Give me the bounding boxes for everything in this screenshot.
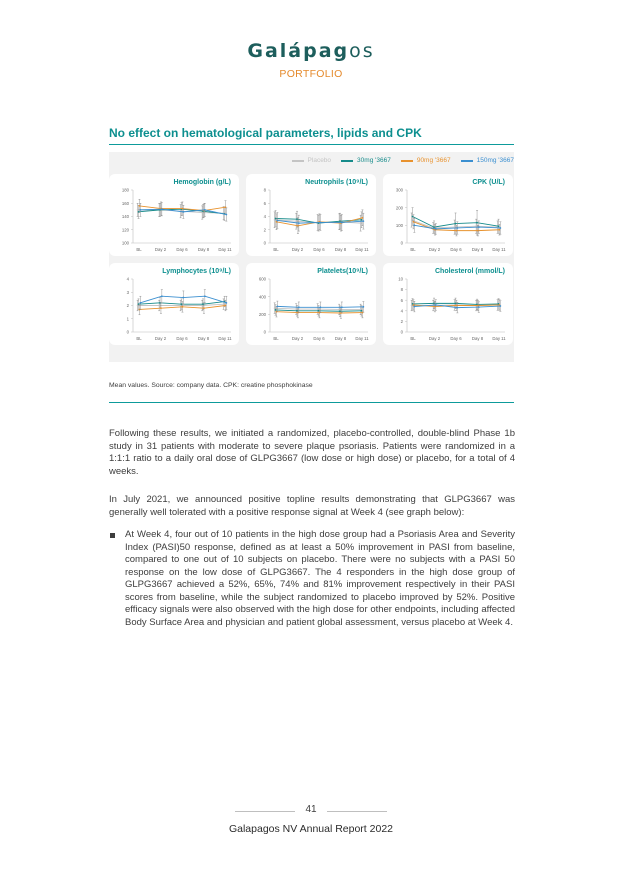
x-tick-label: Day 2	[154, 247, 167, 252]
x-tick-label: Day 8	[471, 247, 484, 252]
figure-title: No effect on hematological parameters, lipids and CPK	[109, 126, 422, 140]
data-point	[498, 225, 500, 227]
data-point	[413, 306, 415, 308]
platelets-chart	[246, 263, 376, 345]
x-tick-label: Day 2	[154, 336, 167, 341]
title-divider	[109, 144, 514, 145]
chart-title: Platelets(10⁹/L)	[317, 268, 368, 275]
legend-label: 90mg '3667	[416, 157, 451, 164]
page-number: 41	[305, 804, 317, 815]
data-point	[341, 222, 343, 224]
y-tick-label: 180	[121, 187, 129, 193]
caption-divider	[109, 402, 514, 403]
bullet-list	[109, 529, 515, 629]
data-point	[361, 219, 363, 221]
x-tick-label: Day 6	[176, 336, 188, 341]
data-point	[413, 304, 415, 306]
data-point	[477, 230, 479, 232]
y-tick-label: 120	[121, 227, 129, 233]
y-tick-label: 6	[263, 200, 266, 206]
chart-legend	[292, 157, 514, 164]
y-tick-label: 100	[121, 240, 129, 246]
legend-label: 30mg '3667	[357, 157, 391, 164]
legend-swatch	[461, 160, 473, 162]
data-point	[412, 216, 414, 218]
x-tick-label: BL	[273, 247, 279, 252]
x-tick-label: Day 11	[218, 336, 232, 341]
data-point	[181, 303, 183, 305]
chart-title: Cholesterol (mmol/L)	[434, 268, 505, 275]
data-point	[158, 305, 160, 307]
x-tick-label: BL	[136, 336, 142, 341]
data-point	[297, 225, 299, 227]
legend-swatch	[341, 160, 353, 162]
data-point	[456, 307, 458, 309]
data-point	[455, 223, 457, 225]
y-tick-label: 4	[400, 308, 403, 314]
charts-figure	[109, 152, 514, 362]
body-paragraph: In July 2021, we announced positive topline results demonstrating that GLPG3667 was generally well tolerated with a positive response signal at Week 4 (see graph below):	[109, 494, 515, 518]
data-point	[478, 306, 480, 308]
legend-swatch	[401, 160, 413, 162]
data-point	[317, 308, 319, 310]
y-tick-label: 400	[258, 294, 266, 300]
body-paragraph: Following these results, we initiated a randomized, placebo-controlled, double-blind Phase 1b study in 31 patients with moderate to severe plaque psoriasis. Patients were randomized in a 1:1:1 ratio to a daily oral dose of GLPG3667 (low dose or high dose) or placebo, for a total of 4 weeks.	[109, 428, 515, 477]
data-point	[478, 226, 480, 228]
chart-panel-lymphocytes	[109, 263, 239, 345]
figure-caption: Mean values. Source: company data. CPK: creatine phosphokinase	[109, 382, 313, 389]
x-tick-label: Day 11	[355, 336, 369, 341]
y-tick-label: 0	[263, 329, 266, 335]
x-tick-label: BL	[410, 247, 416, 252]
y-tick-label: 300	[395, 187, 403, 193]
y-tick-label: 2	[263, 227, 266, 233]
x-tick-label: Day 11	[218, 247, 232, 252]
data-point	[204, 295, 206, 297]
chart-title: Neutrophils (10⁹/L)	[305, 179, 368, 186]
y-tick-label: 8	[263, 187, 266, 193]
y-tick-label: 2	[400, 319, 403, 324]
data-point	[499, 305, 501, 307]
data-point	[182, 297, 184, 299]
x-tick-label: Day 8	[197, 336, 210, 341]
chart-panel-hemoglobin	[109, 174, 239, 256]
legend-swatch	[292, 160, 304, 162]
legend-label: 150mg '3667	[476, 157, 514, 164]
data-point	[413, 221, 415, 223]
data-point	[476, 222, 478, 224]
y-tick-label: 0	[263, 240, 266, 246]
data-point	[456, 305, 458, 307]
x-tick-label: Day 11	[492, 247, 506, 252]
y-tick-label: 600	[258, 276, 266, 282]
x-tick-label: Day 2	[428, 336, 441, 341]
data-point	[274, 307, 276, 309]
data-point	[295, 220, 297, 222]
cpk-chart	[383, 174, 513, 256]
data-point	[160, 307, 162, 309]
x-tick-label: Day 2	[291, 336, 304, 341]
list-item	[109, 529, 515, 629]
data-point	[456, 227, 458, 229]
cholesterol-chart	[383, 263, 513, 345]
data-point	[161, 295, 163, 297]
page-number-rule-right	[327, 811, 387, 812]
data-point	[202, 303, 204, 305]
section-label: PORTFOLIO	[279, 68, 343, 80]
data-point	[276, 220, 278, 222]
data-point	[139, 205, 141, 207]
data-point	[203, 307, 205, 309]
y-tick-label: 0	[400, 240, 403, 246]
legend-item	[341, 157, 391, 164]
data-point	[295, 308, 297, 310]
x-tick-label: Day 11	[492, 336, 506, 341]
data-point	[499, 227, 501, 229]
data-point	[225, 305, 227, 307]
x-tick-label: Day 8	[471, 336, 484, 341]
data-point	[433, 302, 435, 304]
data-point	[435, 228, 437, 230]
lymphocytes-chart	[109, 263, 239, 345]
data-point	[319, 222, 321, 224]
x-tick-label: BL	[136, 247, 142, 252]
data-point	[338, 309, 340, 311]
y-tick-label: 8	[400, 287, 403, 293]
neutrophils-chart	[246, 174, 376, 256]
data-point	[276, 305, 278, 307]
x-tick-label: Day 6	[313, 336, 325, 341]
legend-label: Placebo	[307, 157, 332, 164]
x-tick-label: Day 6	[176, 247, 188, 252]
data-point	[139, 302, 141, 304]
data-point	[161, 208, 163, 210]
data-point	[499, 229, 501, 231]
bullet-square-icon	[110, 533, 115, 538]
data-point	[296, 218, 298, 220]
y-tick-label: 100	[395, 222, 403, 228]
legend-item	[401, 157, 451, 164]
data-point	[360, 222, 362, 224]
data-point	[298, 306, 300, 308]
x-tick-label: Day 6	[450, 247, 462, 252]
chart-title: Lymphocytes (10⁹/L)	[162, 268, 231, 275]
data-point	[339, 220, 341, 222]
data-point	[225, 214, 227, 216]
y-tick-label: 1	[126, 316, 129, 322]
y-tick-label: 4	[263, 214, 266, 220]
data-point	[413, 224, 415, 226]
x-tick-label: BL	[410, 336, 416, 341]
data-point	[296, 310, 298, 312]
data-point	[433, 226, 435, 228]
data-point	[477, 305, 479, 307]
x-tick-label: Day 8	[334, 247, 347, 252]
data-point	[223, 303, 225, 305]
x-tick-label: Day 6	[450, 336, 462, 341]
x-tick-label: Day 11	[355, 247, 369, 252]
y-tick-label: 160	[121, 200, 129, 206]
data-point	[362, 306, 364, 308]
data-point	[339, 310, 341, 312]
data-point	[319, 306, 321, 308]
data-point	[182, 306, 184, 308]
y-tick-label: 6	[400, 297, 403, 303]
y-tick-label: 10	[398, 276, 403, 282]
page-header	[0, 40, 622, 80]
data-point	[225, 302, 227, 304]
data-point	[411, 219, 413, 221]
x-tick-label: Day 2	[291, 247, 304, 252]
chart-panel-cpk	[383, 174, 513, 256]
data-point	[362, 217, 364, 219]
hemoglobin-chart	[109, 174, 239, 256]
y-tick-label: 4	[126, 276, 129, 282]
y-tick-label: 3	[126, 289, 129, 295]
y-tick-label: 0	[400, 329, 403, 335]
report-title-footer: Galapagos NV Annual Report 2022	[228, 823, 394, 835]
data-point	[362, 220, 364, 222]
chart-title: Hemoglobin (g/L)	[173, 179, 231, 186]
data-point	[182, 208, 184, 210]
x-tick-label: Day 8	[197, 247, 210, 252]
y-tick-label: 0	[126, 329, 129, 335]
x-tick-label: Day 2	[428, 247, 441, 252]
data-point	[182, 211, 184, 213]
list-item-text: At Week 4, four out of 10 patients in the high dose group had a Psoriasis Area and Severity Index (PASI)50 response, defined as at least a 50% improvement in PASI from baseline, compared to one out of 10 subjects on placebo. There were no subjects with a PASI 50 response on the low dose of GLPG3667. The 4 responders in the high dose group of GLPG3667 achieved a 52%, 65%, 74% and 81% improvement respectively in their PASI scores from baseline, while the subject randomized to placebo improved by 52%. Positive efficacy signals were also observed with the high dose for other endpoints, including affected Body Surface Area and physician and patient global assessment, versus placebo at Week 4.	[125, 529, 515, 628]
data-point	[341, 306, 343, 308]
data-point	[411, 305, 413, 307]
chart-panel-platelets	[246, 263, 376, 345]
data-point	[275, 309, 277, 311]
data-point	[434, 306, 436, 308]
y-tick-label: 200	[395, 205, 403, 211]
x-tick-label: BL	[273, 336, 279, 341]
x-tick-label: Day 8	[334, 336, 347, 341]
legend-item	[292, 157, 332, 164]
data-point	[361, 310, 363, 312]
x-tick-label: Day 6	[313, 247, 325, 252]
data-point	[139, 209, 141, 211]
chart-panel-cholesterol	[383, 263, 513, 345]
data-point	[137, 209, 139, 211]
y-tick-label: 2	[126, 303, 129, 309]
legend-item	[461, 157, 514, 164]
company-logo: Galápagos	[247, 40, 375, 62]
data-point	[456, 230, 458, 232]
y-tick-label: 140	[121, 214, 129, 220]
data-point	[318, 310, 320, 312]
data-point	[275, 218, 277, 220]
y-tick-label: 200	[258, 311, 266, 317]
chart-panel-neutrophils	[246, 174, 376, 256]
data-point	[298, 222, 300, 224]
chart-title: CPK (U/L)	[472, 179, 505, 186]
data-point	[435, 304, 437, 306]
data-point	[455, 302, 457, 304]
data-point	[204, 209, 206, 211]
